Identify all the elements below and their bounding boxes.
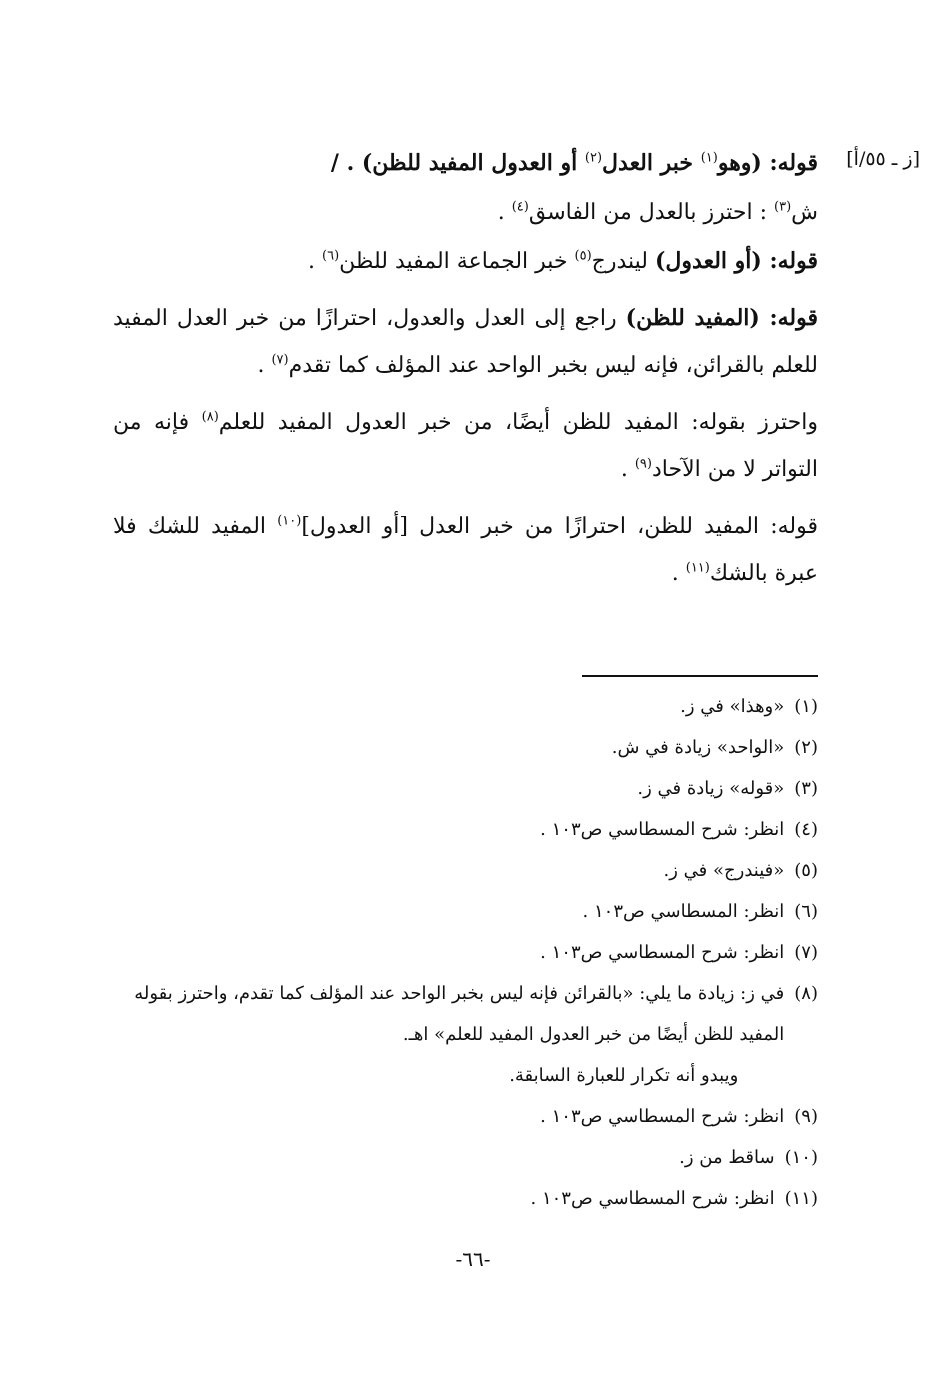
footnote-number: (٢)	[794, 737, 818, 758]
paragraph	[113, 399, 818, 493]
footnote-number: (١٠)	[784, 1147, 818, 1168]
footnote	[108, 727, 818, 768]
footnote-number: (٤)	[794, 819, 818, 840]
footnote-line: «فيندرج» في ز.	[663, 860, 785, 881]
commentary-text: .	[497, 200, 512, 225]
footnote	[108, 850, 818, 891]
footnote-number: (٧)	[794, 942, 818, 963]
quoted-matn: (أو العدول)	[655, 248, 762, 274]
commentary-text: خبر الجماعة المفيد للظن	[339, 249, 575, 274]
footnote-line: ساقط من ز.	[679, 1147, 775, 1168]
page-number: -٦٦-	[455, 1247, 491, 1271]
commentary-text: .	[257, 353, 272, 378]
footnote-number: (٦)	[794, 901, 818, 922]
footnote-text	[108, 1137, 775, 1178]
footnote-separator	[582, 675, 818, 677]
manuscript-folio-reference: [ز ـ ٥٥/أ]	[846, 148, 920, 170]
footnote-text	[108, 1178, 775, 1219]
quoted-matn: (وهو	[717, 150, 762, 176]
footnote-marker: (١١)	[685, 560, 710, 576]
commentary-text: .	[671, 561, 686, 586]
quoted-matn: أو العدول المفيد للظن) . /	[330, 150, 585, 176]
footnote-number: (٥)	[794, 860, 818, 881]
quoted-matn: خبر العدل	[602, 150, 701, 176]
commentary-text: فإنه من التواتر لا من الآحاد	[113, 410, 818, 482]
footnote-text	[108, 932, 784, 973]
footnote-marker: (٧)	[271, 352, 289, 368]
footnote-text	[108, 727, 784, 768]
footnote	[108, 768, 818, 809]
footnote-line: «وهذا» في ز.	[680, 696, 785, 717]
paragraph	[113, 189, 818, 236]
footnote-marker: (٩)	[634, 456, 652, 472]
commentary-text: .	[308, 249, 323, 274]
footnote-marker: (١٠)	[277, 513, 302, 529]
paragraph	[113, 295, 818, 389]
commentary-text: .	[620, 457, 635, 482]
footnote-text	[108, 891, 784, 932]
footnote-marker: (٣)	[774, 199, 792, 215]
paragraph-lead: قوله:	[759, 305, 818, 331]
footnotes	[108, 686, 818, 1219]
commentary-text: راجع إلى العدل والعدول، احترازًا من خبر العدل المفيد للعلم بالقرائن، فإنه ليس بخبر الواحد عند المؤلف كما تقدم	[113, 306, 818, 378]
footnote-marker: (٥)	[574, 248, 592, 264]
footnote-marker: (٤)	[511, 199, 529, 215]
footnote	[108, 809, 818, 850]
paragraph	[113, 140, 818, 187]
footnote-marker: (٢)	[584, 150, 603, 166]
footnote-line: «قوله» زيادة في ز.	[637, 778, 785, 799]
footnote-text	[108, 768, 784, 809]
footnote-number: (٣)	[794, 778, 818, 799]
footnote-line: ويبدو أنه تكرار للعبارة السابقة.	[509, 1065, 739, 1086]
footnote	[108, 1096, 818, 1137]
footnote-marker: (٨)	[201, 409, 219, 425]
footnote-line: انظر: شرح المسطاسي ص١٠٣ .	[540, 819, 785, 840]
paragraph	[113, 238, 818, 285]
main-text	[113, 140, 818, 607]
paragraph	[113, 503, 818, 597]
footnote-text	[108, 686, 784, 727]
footnote-text	[108, 809, 784, 850]
footnote-text	[108, 973, 784, 1096]
footnote-number: (٩)	[794, 1106, 818, 1127]
commentary-text: المفيد للشك فلا عبرة بالشك	[113, 514, 818, 586]
footnote-number: (١١)	[784, 1188, 818, 1209]
quoted-matn: (المفيد للظن)	[625, 305, 760, 331]
footnote-line: انظر: شرح المسطاسي ص١٠٣ .	[530, 1188, 775, 1209]
footnote	[108, 1178, 818, 1219]
footnote-marker: (٦)	[322, 248, 340, 264]
footnote-line: انظر: شرح المسطاسي ص١٠٣ .	[540, 942, 785, 963]
commentary-text: : احترز بالعدل من الفاسق	[528, 200, 774, 225]
footnote-marker: (١)	[700, 150, 718, 166]
footnote-line: انظر: المسطاسي ص١٠٣ .	[582, 901, 785, 922]
commentary-text: ليندرج	[591, 249, 656, 274]
footnote	[108, 891, 818, 932]
commentary-text: قوله: المفيد للظن، احترازًا من خبر العدل [أو العدول]	[301, 514, 818, 539]
footnote-number: (١)	[794, 696, 818, 717]
footnote	[108, 973, 818, 1096]
footnote-line: انظر: شرح المسطاسي ص١٠٣ .	[540, 1106, 785, 1127]
footnote-number: (٨)	[794, 983, 818, 1004]
footnote	[108, 1137, 818, 1178]
paragraph-lead: قوله:	[761, 150, 818, 176]
footnote	[108, 686, 818, 727]
commentary-text: ش	[791, 200, 818, 225]
footnote	[108, 932, 818, 973]
footnote-line: «الواحد» زيادة في ش.	[611, 737, 785, 758]
footnote-line: في ز: زيادة ما يلي: «بالقرائن فإنه ليس بخبر الواحد عند المؤلف كما تقدم، واحترز بقوله المفيد للظن أيضًا من خبر العدول المفيد للعلم» اهـ.	[134, 983, 785, 1045]
footnote-text	[108, 850, 784, 891]
commentary-text: واحترز بقوله: المفيد للظن أيضًا، من خبر العدول المفيد للعلم	[218, 410, 818, 435]
footnote-text	[108, 1096, 784, 1137]
paragraph-lead: قوله:	[761, 248, 818, 274]
